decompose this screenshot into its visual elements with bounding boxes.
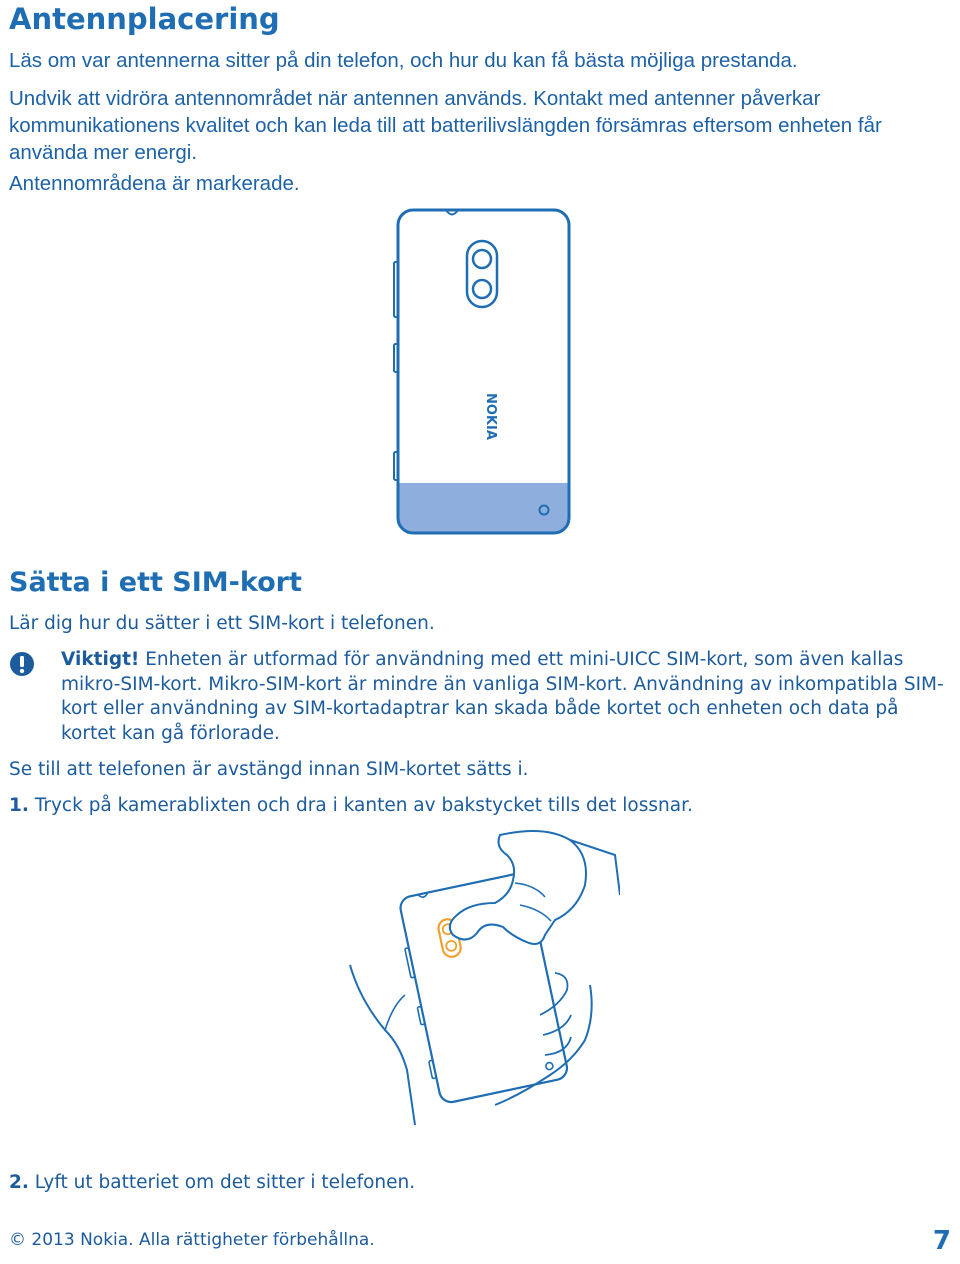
paragraph-intro: Läs om var antennerna sitter på din telefon, och hur du kan få bästa möjliga prestanda. [9, 49, 798, 72]
step-1 [9, 794, 949, 819]
page-number: 7 [932, 1226, 951, 1256]
section-title-sim: Sätta i ett SIM-kort [9, 567, 302, 598]
nokia-logo: NOKIA [483, 393, 498, 440]
paragraph-antenna-contact: Undvik att vidröra antennområdet när antennen används. Kontakt med antenner påverkar kommunikationens kvalitet och kan leda till att batterilivslängden försämras eftersom enheten får använda mer energi. [9, 87, 882, 164]
step-1-number: 1. [9, 795, 29, 816]
paragraph-sim-intro: Lär dig hur du sätter i ett SIM-kort i telefonen. [9, 613, 435, 634]
footer-copyright: © 2013 Nokia. Alla rättigheter förbehållna. [9, 1230, 375, 1250]
phone-antenna-illustration [390, 207, 575, 537]
antenna-area [398, 483, 569, 537]
step-2-number: 2. [9, 1172, 29, 1193]
warning-label: Viktigt! [61, 649, 140, 670]
step-2-text: Lyft ut batteriet om det sitter i telefonen. [28, 1172, 416, 1193]
warning-paragraph [61, 648, 956, 746]
hand-bottom [350, 965, 415, 1125]
paragraph-antenna-marked: Antennområdena är markerade. [9, 172, 300, 195]
section-title-antennplacering: Antennplacering [9, 2, 280, 36]
remove-back-cover-illustration [345, 825, 620, 1125]
step-2 [9, 1171, 909, 1196]
paragraph-power-off: Se till att telefonen är avstängd innan SIM-kortet sätts i. [9, 759, 529, 780]
step-1-text: Tryck på kamerablixten och dra i kanten av bakstycket tills det lossnar. [28, 795, 693, 816]
exclamation-circle-icon [9, 651, 35, 677]
warning-text: Enheten är utformad för användning med ett mini-UICC SIM-kort, som även kallas mikro-SIM-kort. Mikro-SIM-kort är mindre än vanliga SIM-kort. Användning av inkompatibla SIM-kort eller användning av SIM-kortadaptrar kan skada både kortet och enheten och data på kortet kan gå förlorade. [61, 649, 944, 744]
